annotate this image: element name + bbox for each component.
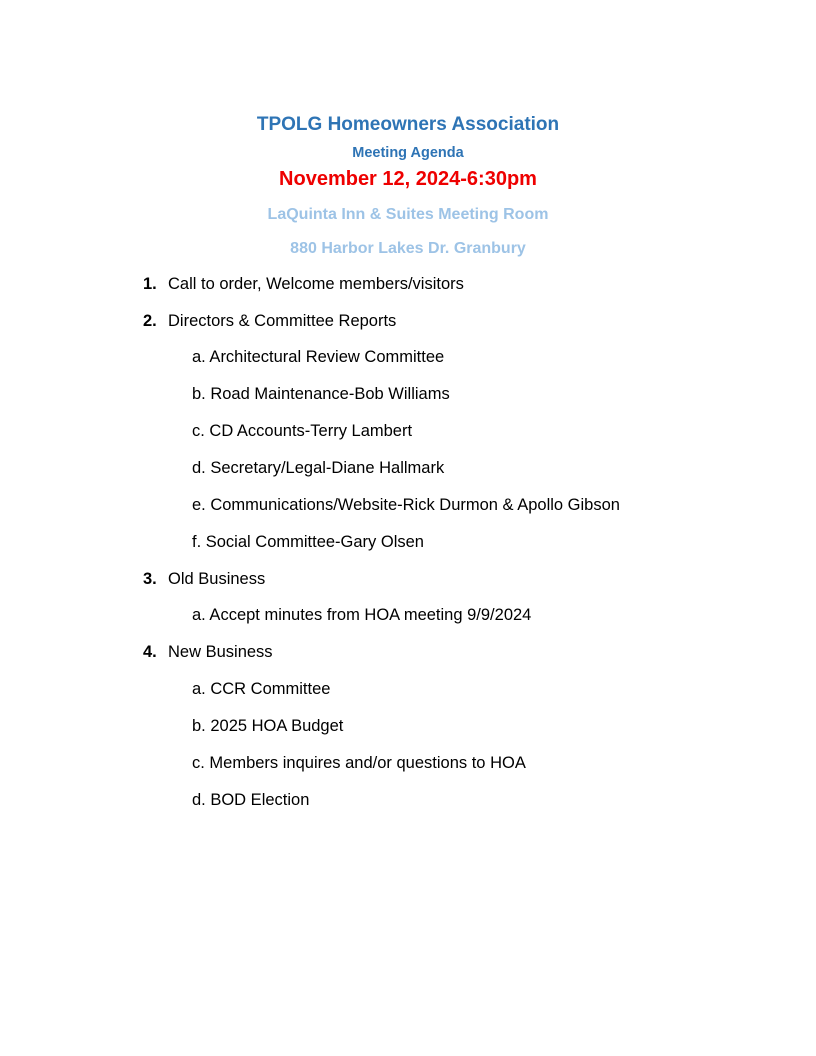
agenda-subitem: c. CD Accounts-Terry Lambert bbox=[192, 422, 413, 440]
agenda-subitem: a. CCR Committee bbox=[192, 680, 331, 698]
agenda-item-number: 4. bbox=[143, 643, 157, 661]
venue-address: 880 Harbor Lakes Dr. Granbury bbox=[290, 240, 526, 257]
agenda-subitem: c. Members inquires and/or questions to HOA bbox=[192, 754, 526, 772]
organization-title: TPOLG Homeowners Association bbox=[256, 114, 560, 135]
agenda-item-number: 3. bbox=[143, 570, 157, 588]
document-subtitle: Meeting Agenda bbox=[352, 145, 464, 161]
agenda-subitem: f. Social Committee-Gary Olsen bbox=[192, 533, 424, 551]
agenda-item-label: Call to order, Welcome members/visitors bbox=[168, 275, 464, 293]
agenda-subitem: d. Secretary/Legal-Diane Hallmark bbox=[192, 459, 445, 477]
agenda-subitem: b. 2025 HOA Budget bbox=[192, 717, 344, 735]
agenda-item-number: 1. bbox=[143, 275, 157, 293]
agenda-item-label: New Business bbox=[168, 643, 273, 661]
venue-name: LaQuinta Inn & Suites Meeting Room bbox=[267, 206, 549, 223]
agenda-item-label: Directors & Committee Reports bbox=[168, 312, 397, 330]
agenda-subitem: a. Accept minutes from HOA meeting 9/9/2024 bbox=[192, 606, 532, 624]
meeting-date: November 12, 2024-6:30pm bbox=[279, 168, 537, 190]
agenda-subitem: d. BOD Election bbox=[192, 791, 310, 809]
agenda-item-label: Old Business bbox=[168, 570, 266, 588]
agenda-item-number: 2. bbox=[143, 312, 157, 330]
agenda-subitem: e. Communications/Website-Rick Durmon & Apollo Gibson bbox=[192, 496, 620, 514]
agenda-subitem: a. Architectural Review Committee bbox=[192, 348, 445, 366]
agenda-subitem: b. Road Maintenance-Bob Williams bbox=[192, 385, 450, 403]
